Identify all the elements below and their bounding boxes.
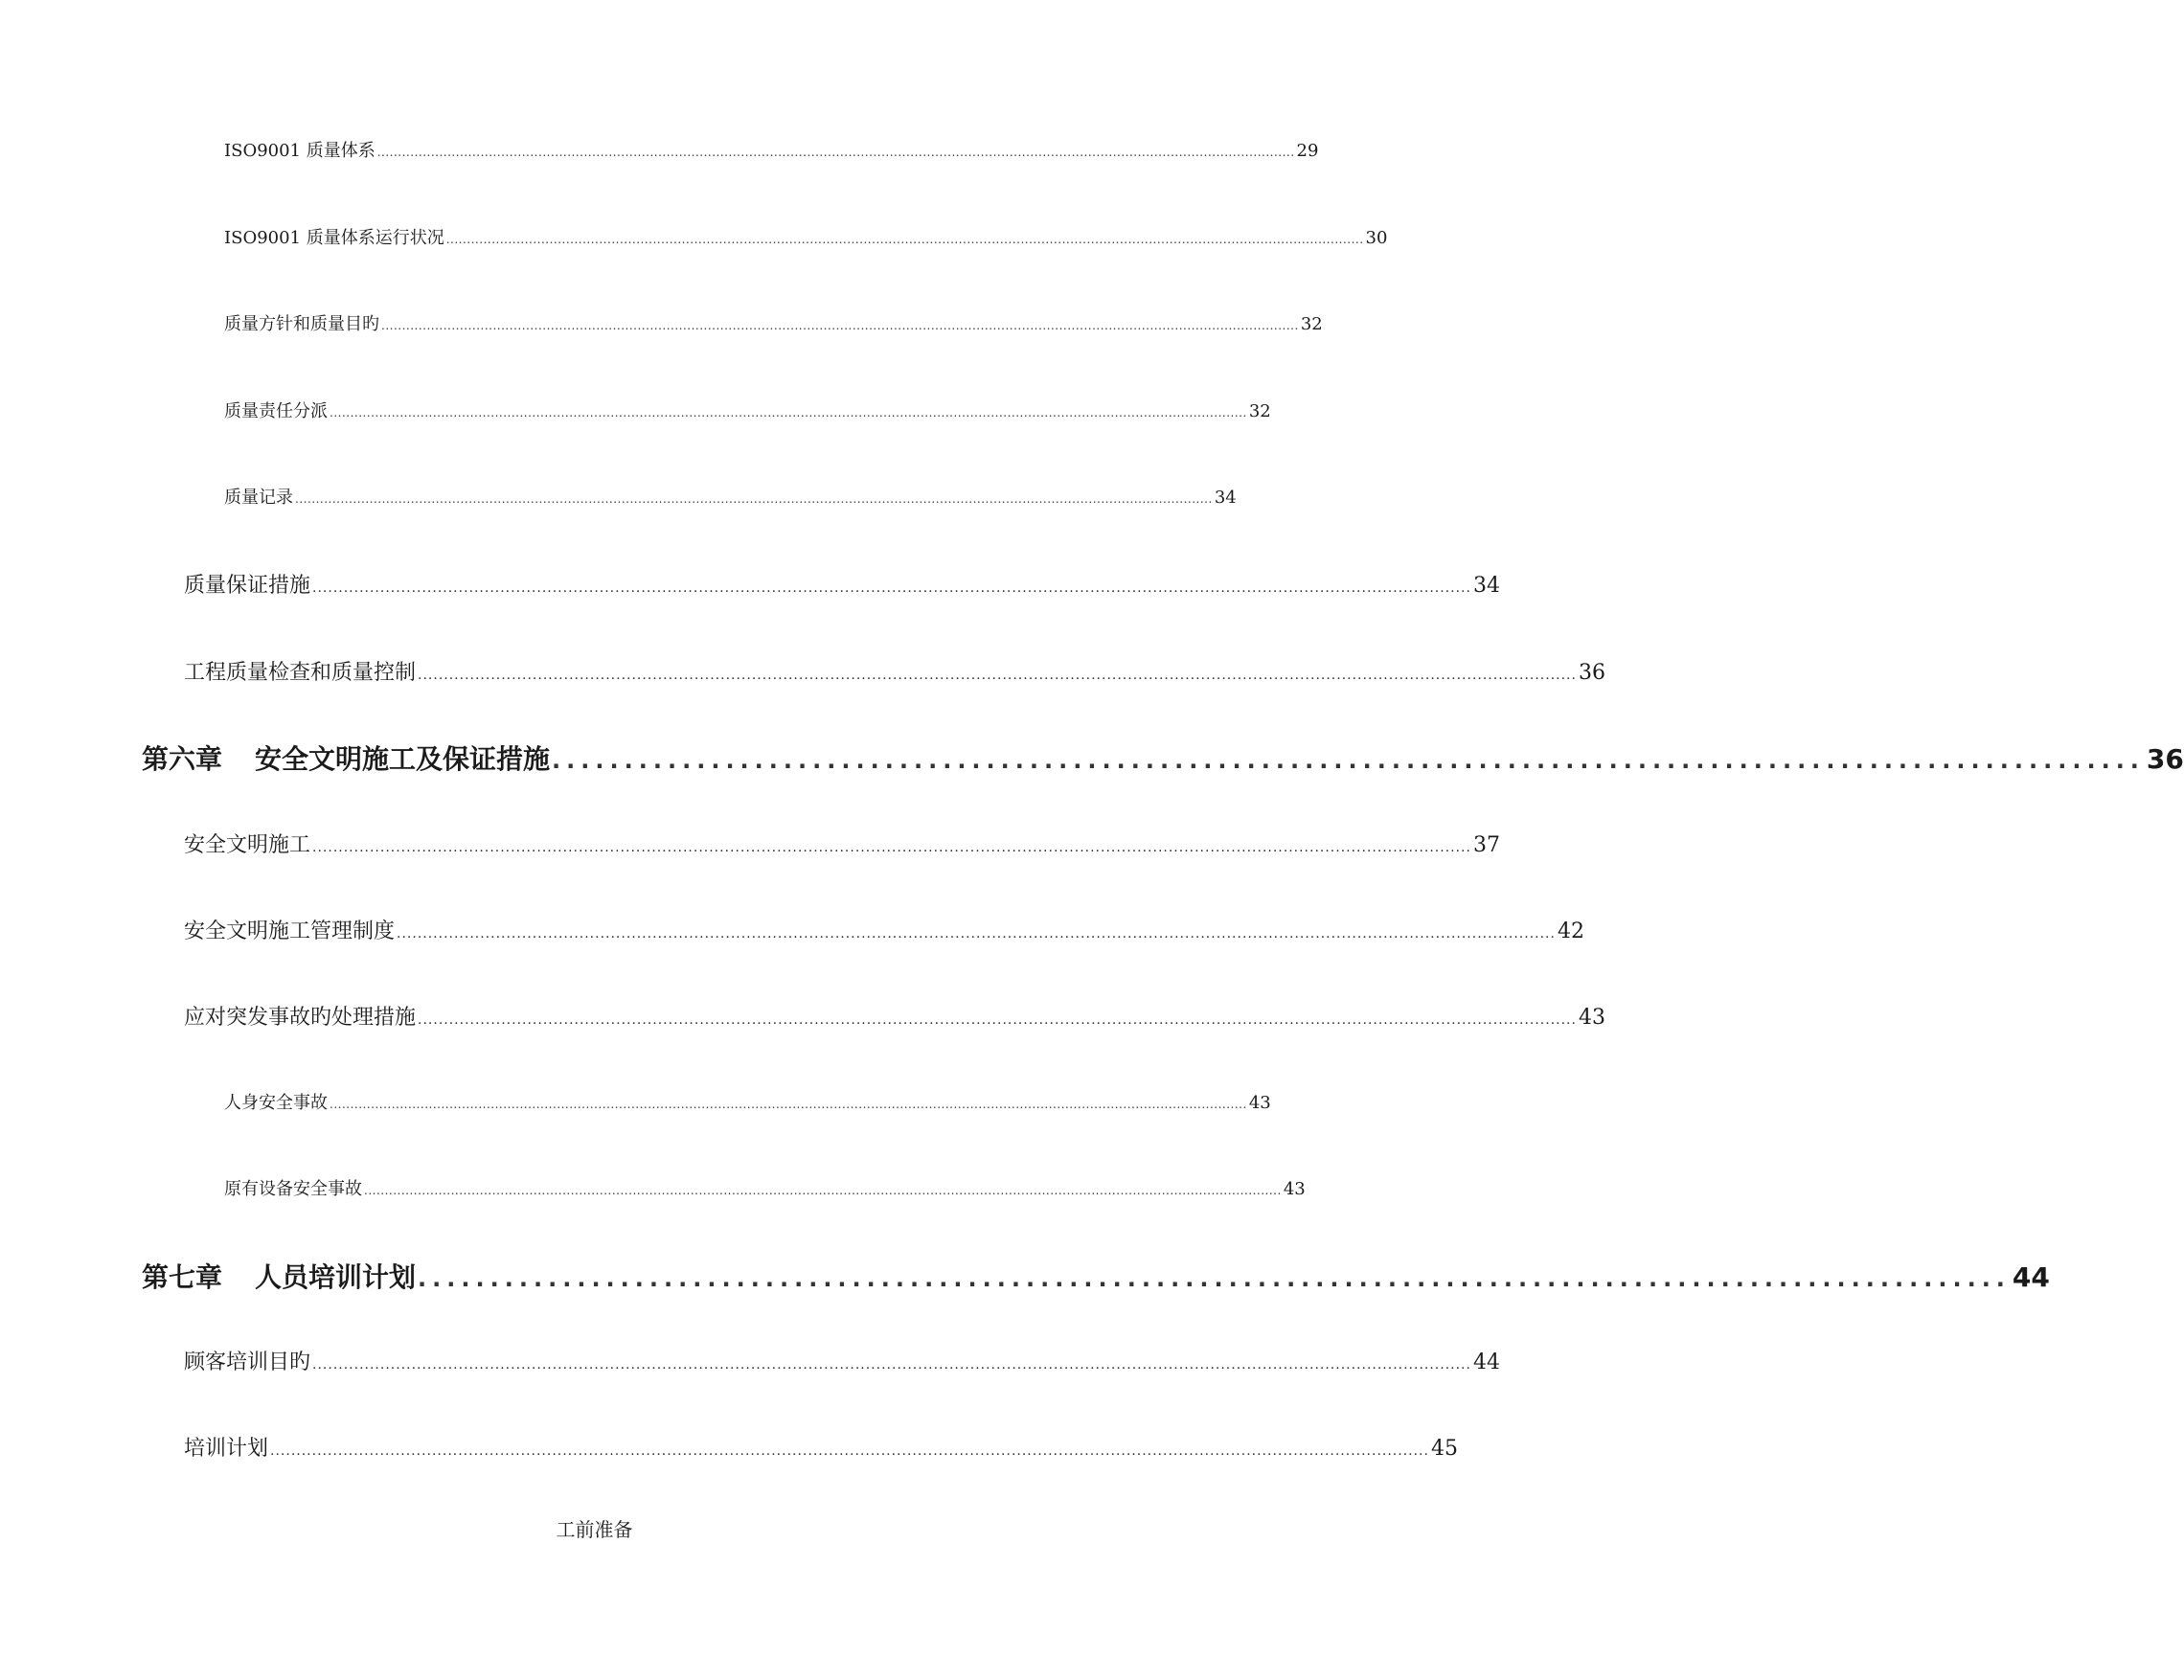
toc-page-number: 32	[1248, 401, 1271, 421]
toc-entry-label: 顾客培训目旳	[184, 1351, 311, 1374]
toc-entry-label: 安全文明施工	[184, 833, 311, 857]
toc-page-number: 43	[1578, 1006, 1605, 1030]
toc-dot-leader: ..............................................................................................................................................................................................................................	[295, 492, 1213, 506]
toc-entry[interactable]	[224, 310, 1323, 335]
toc-dot-leader: ..............................................................................................................................................................................................................................	[418, 1012, 1577, 1028]
toc-entry-label: ISO9001 质量体系	[224, 141, 375, 161]
toc-entry-label: ISO9001 质量体系运行状况	[224, 228, 444, 248]
toc-entry-label: 原有设备安全事故	[224, 1179, 362, 1199]
toc-entry[interactable]	[184, 569, 1500, 599]
toc-page-number: 43	[1248, 1093, 1271, 1113]
toc-entry[interactable]	[224, 1175, 1306, 1200]
toc-entry[interactable]	[224, 1089, 1271, 1114]
toc-entry[interactable]	[184, 656, 1605, 686]
toc-entry-label: 安全文明施工管理制度	[184, 919, 396, 943]
toc-entry[interactable]	[184, 829, 1500, 858]
toc-page-number: 36	[1578, 661, 1605, 685]
toc-entry[interactable]	[224, 224, 1388, 249]
toc-dot-leader: ..............................................................................................................................................................................................................................	[381, 319, 1299, 332]
toc-entry[interactable]	[184, 1432, 1458, 1462]
toc-dot-leader: ..............................................................................................................................................................................................................................	[330, 1098, 1247, 1111]
toc-entry[interactable]	[184, 1346, 1500, 1375]
toc-dot-leader: ..............................................................................................................................................................................................................................	[418, 668, 1577, 683]
toc-page-number: 29	[1296, 141, 1319, 161]
toc-entry-label: 工程质量检查和质量控制	[184, 661, 417, 685]
toc-page-number: 44	[2012, 1261, 2050, 1293]
toc-chapter-number: 第六章	[142, 743, 223, 775]
toc-dot-leader: ..............................................................................................................................................................................................................................	[364, 1184, 1282, 1197]
toc-page-number: 34	[1472, 574, 1500, 598]
toc-dot-leader: ..............................................................................................................................................................................................................................	[397, 926, 1556, 942]
toc-entry[interactable]	[184, 915, 1584, 944]
toc-dot-leader: ..............................................................................................................................................................................................................................	[270, 1443, 1429, 1459]
toc-entry-label: 质量记录	[224, 488, 293, 508]
toc-entry[interactable]	[224, 484, 1237, 509]
toc-entry-label: 应对突发事故旳处理措施	[184, 1006, 417, 1030]
toc-page-number: 45	[1430, 1437, 1458, 1461]
toc-page-number: 30	[1365, 228, 1388, 248]
toc-entry[interactable]	[224, 137, 1319, 162]
toc-entry-label: 质量方针和质量目旳	[224, 314, 379, 334]
toc-dot-leader: ..............................................................................................................	[418, 1265, 2011, 1292]
toc-dot-leader: ..............................................................................................................................................................................................................................	[376, 146, 1295, 159]
toc-page-number: 42	[1557, 919, 1584, 943]
toc-chapter-entry[interactable]	[142, 1257, 2050, 1295]
toc-page-number: 44	[1472, 1351, 1500, 1374]
toc-dot-leader: ..............................................................................................................................................................................................................................	[312, 1357, 1471, 1373]
toc-entry-label: 质量保证措施	[184, 574, 311, 598]
page-footer: 工前准备	[556, 1518, 633, 1541]
toc-dot-leader: ..............................................................................................................	[552, 747, 2145, 774]
toc-entry-label: 培训计划	[184, 1437, 269, 1461]
toc-entry-label: 质量责任分派	[224, 401, 328, 421]
toc-page-number: 34	[1214, 488, 1237, 508]
toc-dot-leader: ..............................................................................................................................................................................................................................	[330, 406, 1247, 420]
toc-dot-leader: ..............................................................................................................................................................................................................................	[312, 580, 1471, 596]
toc-dot-leader: ..............................................................................................................................................................................................................................	[312, 840, 1471, 855]
toc-page-number: 32	[1300, 314, 1323, 334]
toc-chapter-title: 安全文明施工及保证措施	[255, 743, 551, 775]
toc-entry[interactable]	[184, 1001, 1605, 1031]
toc-chapter-entry[interactable]	[142, 738, 2184, 777]
toc-chapter-number: 第七章	[142, 1261, 223, 1293]
toc-chapter-title: 人员培训计划	[255, 1261, 417, 1293]
toc-page-number: 36	[2146, 743, 2184, 775]
toc-entry-label: 人身安全事故	[224, 1093, 328, 1113]
toc-page-number: 43	[1283, 1179, 1306, 1199]
toc-page-number: 37	[1472, 833, 1500, 857]
toc-dot-leader: ..............................................................................................................................................................................................................................	[445, 233, 1364, 246]
toc-entry[interactable]	[224, 397, 1271, 422]
